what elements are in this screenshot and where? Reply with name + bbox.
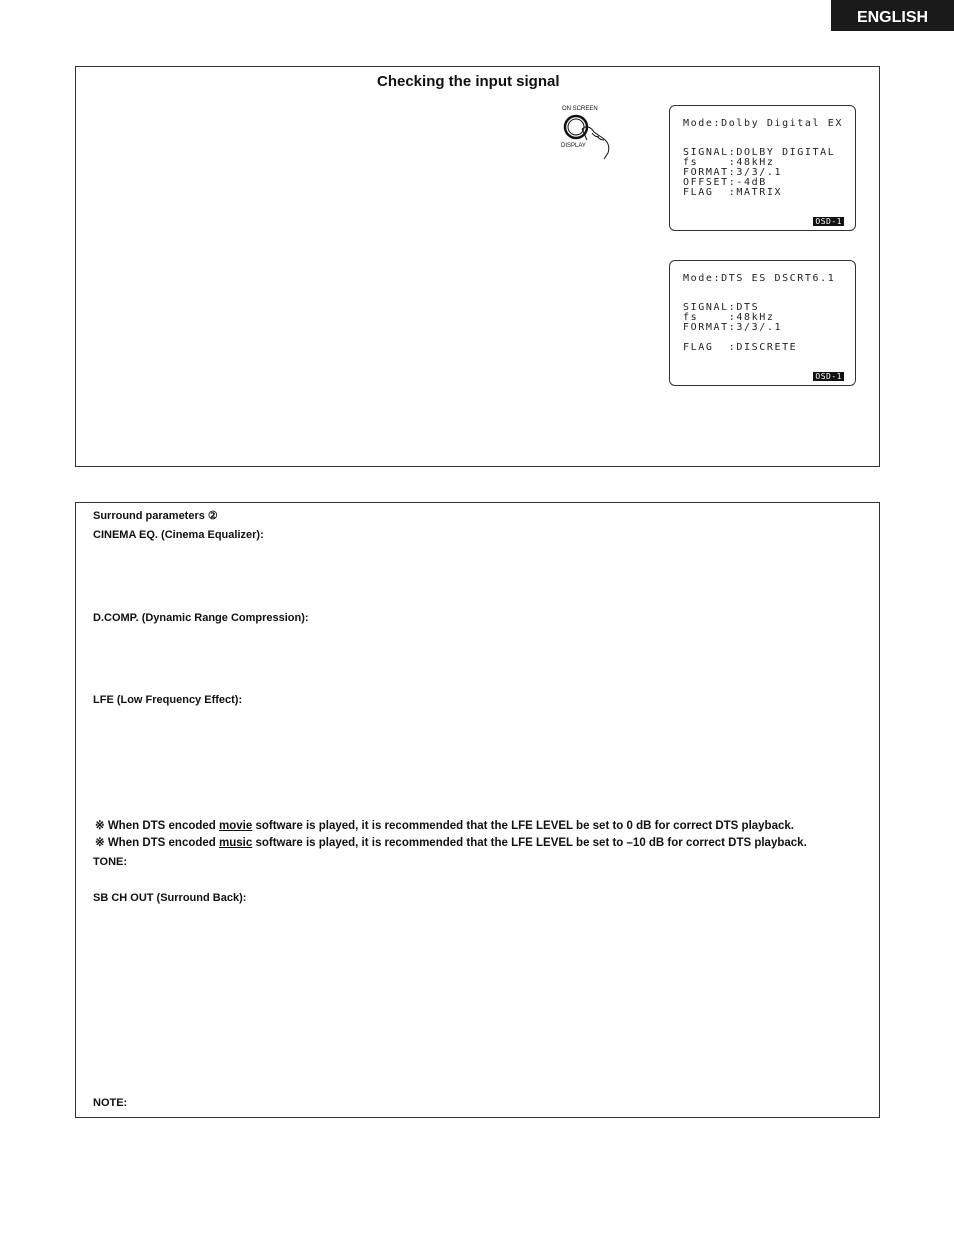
osd-badge: OSD-1 (815, 372, 842, 381)
input-signal-box (75, 66, 880, 467)
surround-parameters-box (75, 502, 880, 1118)
osd-screen-dts-es-discrete (669, 260, 856, 386)
cinema-eq-heading: CINEMA EQ. (Cinema Equalizer): (93, 529, 264, 541)
language-tab: ENGLISH (831, 0, 954, 31)
note-emphasis: music (219, 837, 253, 849)
dcomp-heading: D.COMP. (Dynamic Range Compression): (93, 612, 309, 624)
note-suffix: software is played, it is recommended that the LFE LEVEL be set to 0 dB for correct DTS playback. (252, 820, 794, 832)
osd-screen-dolby-digital-ex (669, 105, 856, 231)
note-prefix: ※ When DTS encoded (95, 837, 220, 849)
sb-ch-out-heading: SB CH OUT (Surround Back): (93, 892, 247, 904)
osd-line: FLAG :MATRIX (683, 187, 783, 198)
osd-line: SIGNAL:DTS (683, 302, 760, 313)
section-title: Checking the input signal (377, 73, 560, 90)
note-emphasis: movie (219, 820, 253, 832)
note-prefix: ※ When DTS encoded (95, 820, 220, 832)
remote-label-top: ON SCREEN (562, 106, 598, 112)
osd-line: FLAG :DISCRETE (683, 342, 798, 353)
lfe-note-movie (95, 818, 794, 832)
remote-label-bottom: DISPLAY (561, 143, 586, 149)
surround-parameters-heading: Surround parameters ② (93, 510, 218, 522)
osd-line: SIGNAL:DOLBY DIGITAL (683, 147, 836, 158)
lfe-note-music (95, 835, 807, 849)
osd-line: fs :48kHz (683, 312, 775, 323)
tone-heading: TONE: (93, 856, 128, 868)
on-screen-display-button (558, 103, 638, 163)
note-heading: NOTE: (93, 1097, 128, 1109)
osd-line: fs :48kHz (683, 157, 775, 168)
osd-line: FORMAT:3/3/.1 (683, 167, 783, 178)
lfe-heading: LFE (Low Frequency Effect): (93, 694, 243, 706)
hand-pressing-button-icon (558, 103, 638, 163)
osd-badge: OSD-1 (815, 217, 842, 226)
osd-line: OFFSET:-4dB (683, 177, 767, 188)
note-suffix: software is played, it is recommended that the LFE LEVEL be set to –10 dB for correct DTS playback. (252, 837, 807, 849)
osd-line: Mode:Dolby Digital EX (683, 118, 844, 129)
osd-line: Mode:DTS ES DSCRT6.1 (683, 273, 836, 284)
osd-line: FORMAT:3/3/.1 (683, 322, 783, 333)
